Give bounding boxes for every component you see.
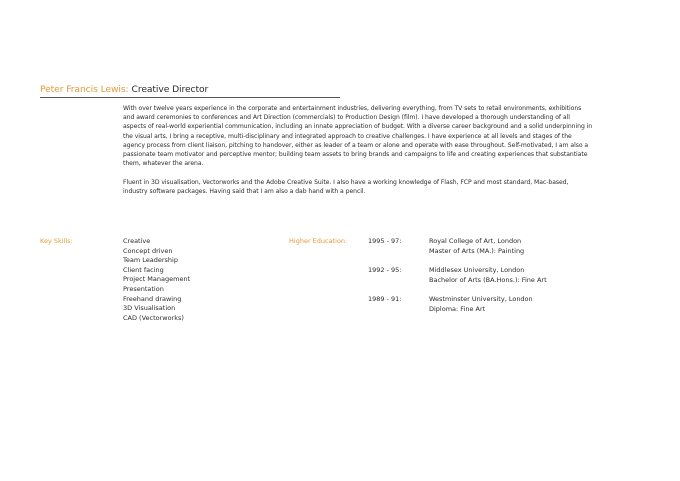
person-name: Peter Francis Lewis: xyxy=(40,84,129,95)
skill-item: Creative xyxy=(123,237,151,245)
cv-header xyxy=(40,84,208,95)
education-entry xyxy=(429,237,524,256)
header-divider xyxy=(40,97,340,98)
education-degree: Bachelor of Arts (BA.Hons.): Fine Art xyxy=(429,275,547,284)
profile-paragraph: With over twelve years experience in the corporate and entertainment industries, delivering everything, from TV sets to retail environments, exhibitions and award ceremonies to conferences and Art Direction (commercials) to Production Design (film). I have developed a thorough understanding of all aspects of real-world experiential communication, including an innate appreciation of budget. With a diverse career background and a solid underpinning in the visual arts, I bring a receptive, multi-disciplinary and integrated approach to creative challenges. I have experience at all levels and stages of the agency process from client liaison, pitching to handover, either as leader of a team or alone and operate with ease throughout. Self-motivated, I am also a passionate team motivator and perceptive mentor; building team assets to bring brands and campaigns to life and creating experiences that substantiate them, whatever the arena. xyxy=(123,105,593,168)
education-institution: Middlesex University, London xyxy=(429,266,525,274)
profile-paragraph: Fluent in 3D visualisation, Vectorworks and the Adobe Creative Suite. I also have a working knowledge of Flash, FCP and most standard, Mac-based, industry software packages. Having said that I am also a dab hand with a pencil. xyxy=(123,178,569,196)
education-degree: Master of Arts (MA.): Painting xyxy=(429,246,525,255)
education-institution: Royal College of Art, London xyxy=(429,237,522,245)
skill-item: CAD (Vectorworks) xyxy=(123,313,184,322)
education-institution: Westminster University, London xyxy=(429,295,533,303)
education-label: Higher Education: xyxy=(289,237,348,245)
skill-item: Client facing xyxy=(123,265,164,274)
job-title: Creative Director xyxy=(131,84,209,95)
skill-item: Concept driven xyxy=(123,246,173,255)
skill-item: Presentation xyxy=(123,284,164,293)
profile-summary xyxy=(123,104,593,206)
skill-item: Freehand drawing xyxy=(123,294,182,303)
skill-item: Team Leadership xyxy=(123,256,178,265)
skill-item: 3D Visualisation xyxy=(123,304,176,313)
key-skills-list xyxy=(123,237,190,323)
education-entry xyxy=(429,295,533,314)
skill-item: Project Management xyxy=(123,275,191,284)
education-years: 1992 - 95: xyxy=(368,266,402,274)
education-degree: Diploma: Fine Art xyxy=(429,304,486,313)
education-years: 1989 - 91: xyxy=(368,295,402,303)
key-skills-label: Key Skills: xyxy=(40,237,73,245)
education-entry xyxy=(429,266,547,285)
education-years: 1995 - 97: xyxy=(368,237,402,245)
